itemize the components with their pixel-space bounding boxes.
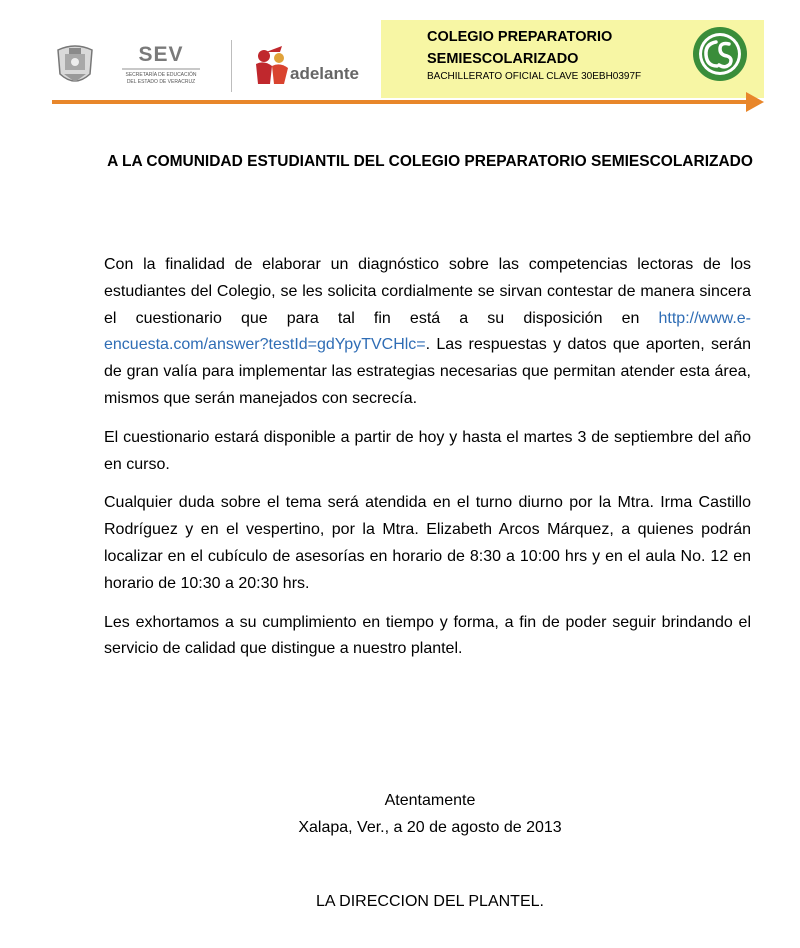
- closing: [0, 787, 800, 841]
- paragraph-4: Les exhortamos a su cumplimiento en tiempo y forma, a fin de poder seguir brindando el servicio de calidad que distingue a nuestro plantel.: [104, 613, 751, 658]
- sev-divider: [122, 68, 200, 70]
- sev-title: SEV: [138, 43, 184, 66]
- letter-body: [104, 252, 751, 675]
- paragraph-2: El cuestionario estará disponible a partir de hoy y hasta el martes 3 de septiembre del año en curso.: [104, 428, 751, 473]
- sev-logo: [108, 44, 214, 92]
- school-clave: BACHILLERATO OFICIAL CLAVE 30EBH0397F: [427, 71, 642, 82]
- school-emblem-icon: [692, 26, 748, 82]
- survey-link[interactable]: http://www.e-encuesta.com/answer?testId=gdYpyTVCHlc=: [104, 309, 751, 354]
- veracruz-shield-icon: [52, 40, 98, 88]
- adelante-figures-icon: [252, 44, 292, 90]
- school-banner: [381, 20, 764, 98]
- closing-salutation: Atentamente: [384, 792, 476, 809]
- arrow-right-icon: [746, 92, 764, 112]
- paragraph-3: Cualquier duda sobre el tema será atendida en el turno diurno por la Mtra. Irma Castillo Rodríguez y en el vespertino, por la Mtra. Elizabeth Arcos Márquez, a quienes podrán localizar en el cubículo de asesorías en horario de 8:30 a 10:00 hrs y en el aula No. 12 en horario de 10:30 a 20:30 hrs.: [104, 494, 751, 592]
- signature: LA DIRECCION DEL PLANTEL.: [316, 893, 544, 910]
- sev-subtitle-line2: DEL ESTADO DE VERACRUZ: [126, 79, 196, 85]
- paragraph-1: [104, 252, 751, 413]
- logo-divider: [231, 40, 232, 92]
- header-orange-line: [52, 100, 752, 104]
- sev-subtitle-line1: SECRETARÍA DE EDUCACIÓN: [125, 72, 197, 78]
- school-name: COLEGIO PREPARATORIO SEMIESCOLARIZADO: [427, 29, 613, 67]
- letterhead: [0, 0, 800, 120]
- paragraph-1-text-b: . Las respuestas y datos que aporten, serán de gran valía para implementar las estrategias necesarias que permitan atender esta área, mismos que serán manejados con secrecía.: [104, 336, 751, 407]
- paragraph-1-text-a: Con la finalidad de elaborar un diagnóstico sobre las competencias lectoras de los estudiantes del Colegio, se les solicita cordialmente se sirvan contestar de manera sincera el cuestionario que para tal fin está a su disposición en: [104, 256, 751, 327]
- adelante-text: adelante: [290, 64, 359, 83]
- closing-place-date: Xalapa, Ver., a 20 de agosto de 2013: [298, 819, 562, 836]
- page-title: A LA COMUNIDAD ESTUDIANTIL DEL COLEGIO PREPARATORIO SEMIESCOLARIZADO: [107, 153, 753, 170]
